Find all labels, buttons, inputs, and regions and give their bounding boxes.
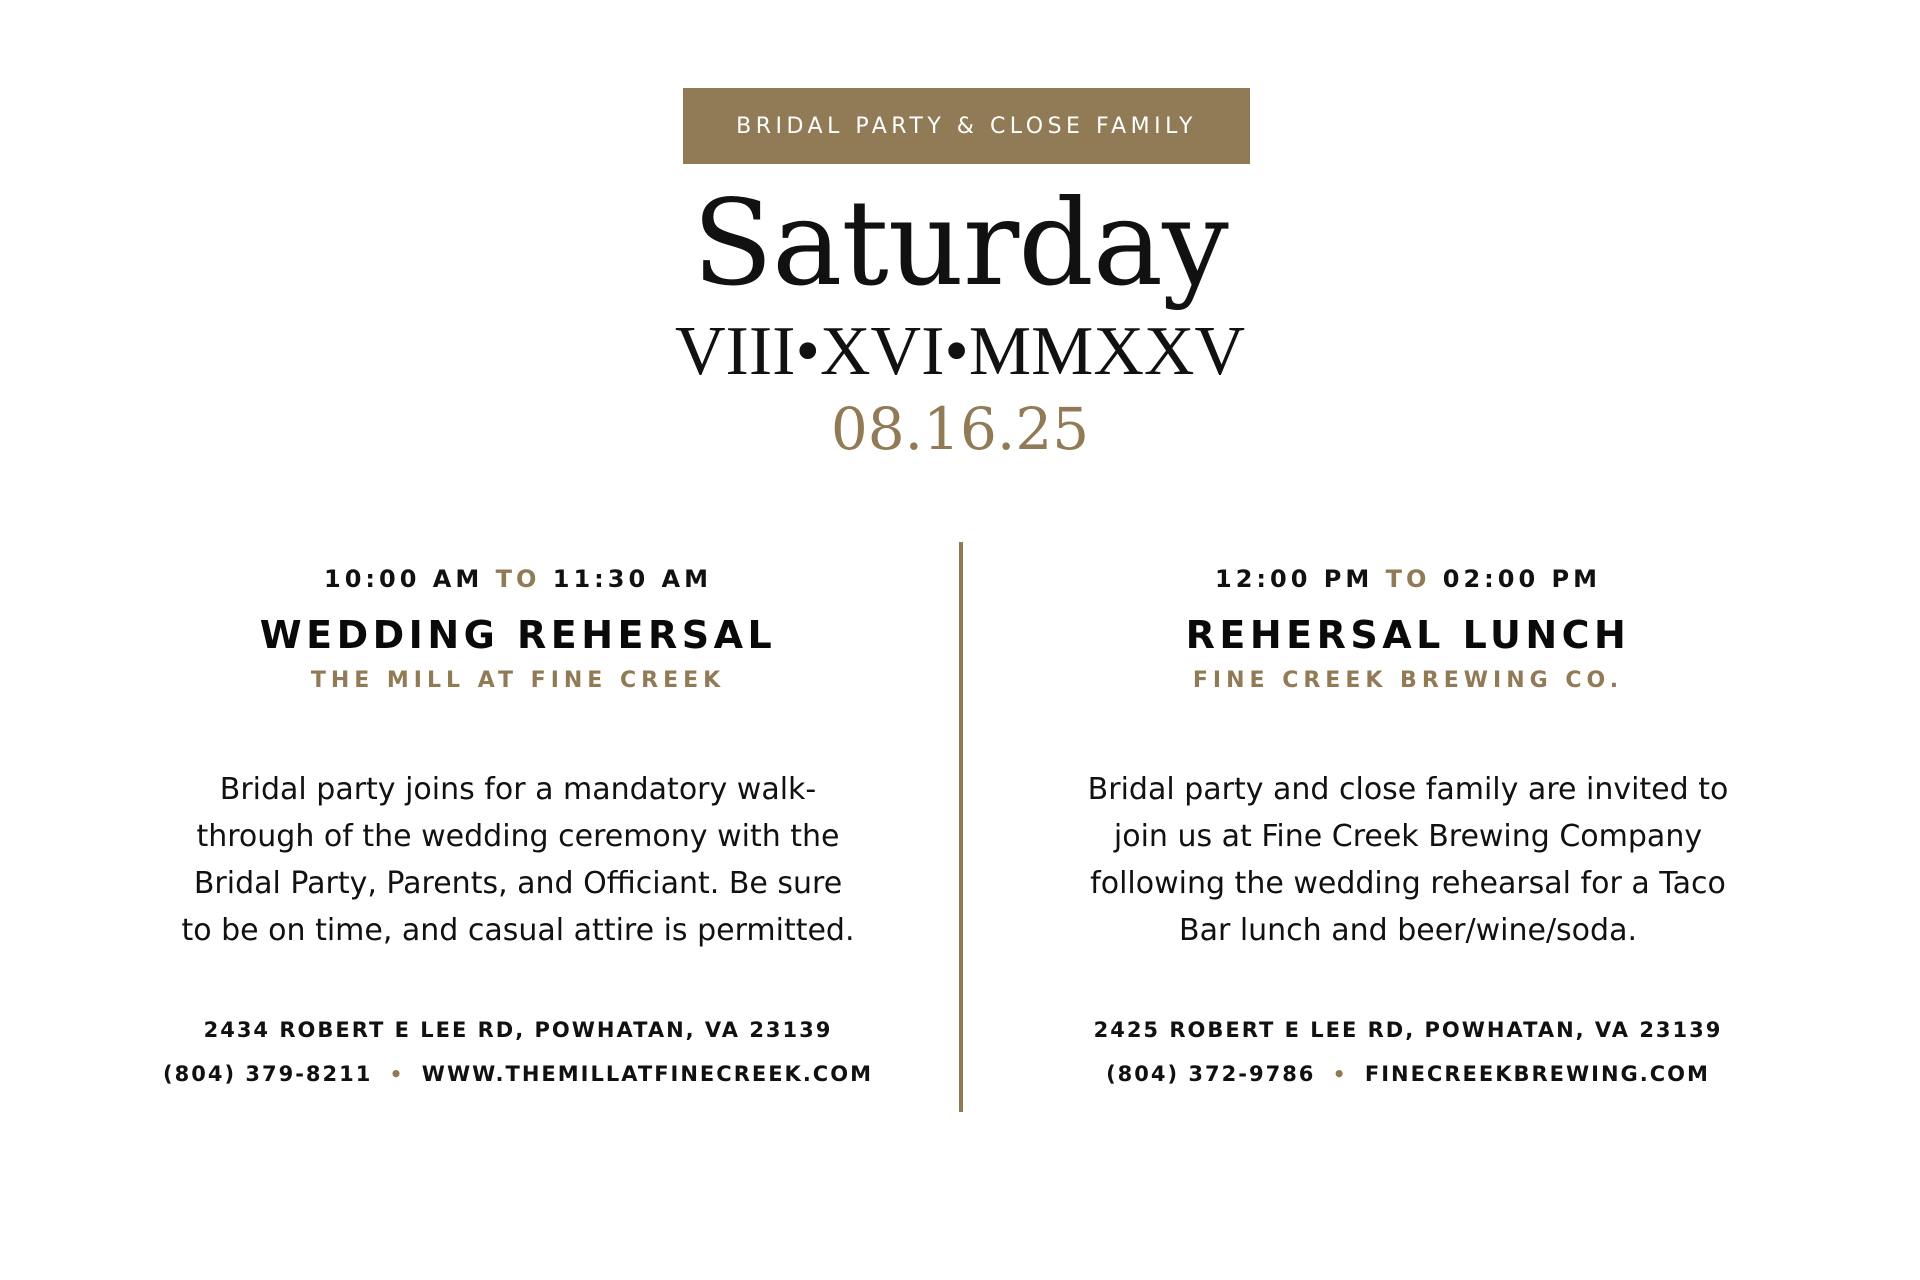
event-title: WEDDING REHERSAL: [259, 613, 777, 657]
bullet-separator: •: [1332, 1062, 1348, 1086]
numeric-date: 08.16.25: [830, 395, 1090, 463]
column-divider: [959, 542, 963, 1112]
event-title: REHERSAL LUNCH: [1185, 613, 1631, 657]
event-venue: FINE CREEK BREWING CO.: [1192, 668, 1624, 693]
event-venue: THE MILL AT FINE CREEK: [310, 668, 726, 693]
event-phone: (804) 379-8211: [163, 1062, 373, 1086]
time-separator: TO: [1385, 565, 1431, 593]
audience-banner-text: BRIDAL PARTY & CLOSE FAMILY: [736, 113, 1197, 139]
roman-date: VIII•XVI•MMXXV: [674, 313, 1246, 390]
time-separator: TO: [495, 565, 541, 593]
time-start: 10:00 AM: [324, 565, 484, 593]
event-website[interactable]: WWW.THEMILLATFINECREEK.COM: [421, 1062, 873, 1086]
event-address: 2425 ROBERT E LEE RD, POWHATAN, VA 23139: [1093, 1018, 1723, 1042]
day-title: Saturday: [692, 174, 1228, 312]
event-contact: [1018, 1052, 1798, 1096]
event-contact: [128, 1052, 908, 1096]
event-website[interactable]: FINECREEKBREWING.COM: [1364, 1062, 1710, 1086]
event-rehearsal-lunch: [1018, 560, 1798, 1096]
time-start: 12:00 PM: [1215, 565, 1374, 593]
bullet-separator: •: [389, 1062, 405, 1086]
audience-banner: [683, 88, 1250, 164]
event-phone: (804) 372-9786: [1106, 1062, 1316, 1086]
time-end: 02:00 PM: [1442, 565, 1601, 593]
event-address: 2434 ROBERT E LEE RD, POWHATAN, VA 23139: [203, 1018, 833, 1042]
time-end: 11:30 AM: [552, 565, 712, 593]
event-description: Bridal party joins for a mandatory walk-through of the wedding ceremony with the Bridal Party, Parents, and Officiant. Be sure to be on time, and casual attire is permitted.: [181, 772, 855, 948]
event-description: Bridal party and close family are invited to join us at Fine Creek Brewing Company following the wedding rehearsal for a Taco Bar lunch and beer/wine/soda.: [1087, 772, 1729, 948]
event-time: [1018, 560, 1798, 598]
event-wedding-rehearsal: [128, 560, 908, 1096]
event-time: [128, 560, 908, 598]
